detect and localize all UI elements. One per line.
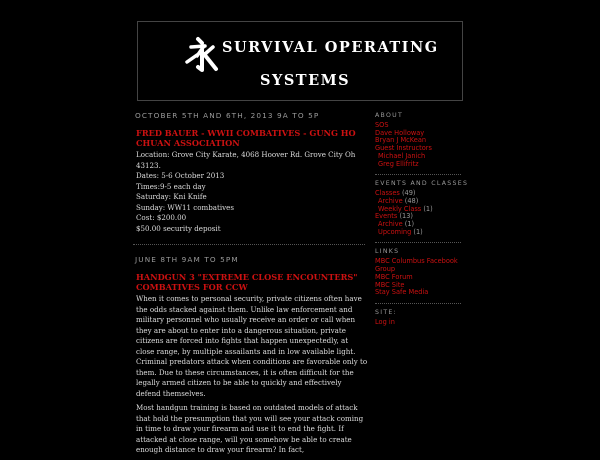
post-line: Cost: $200.00 (136, 213, 187, 222)
sidebar-divider (375, 174, 461, 175)
sidebar-link-sos[interactable]: SOS (375, 121, 389, 129)
post-line: Saturday: Kni Knife (136, 192, 207, 201)
sidebar-section-about (375, 112, 475, 168)
item-count: (1) (423, 204, 433, 213)
sidebar-divider (375, 242, 461, 243)
post (133, 111, 368, 245)
sidebar-section-links (375, 248, 475, 297)
sidebar-link-classes-archive[interactable]: Archive (378, 196, 403, 205)
post-paragraph: Most handgun training is based on outdated models of attack that hold the presumption that you will see your attack coming in time to draw your firearm and use it to end the fight. If attacked at close range, will you somehow be able to create enough distance to draw your firearm? In fact, (136, 403, 364, 454)
post-date: JUNE 8TH 9AM TO 5PM (135, 255, 239, 264)
sidebar-link-events[interactable]: Events (375, 212, 398, 221)
sidebar-link-log-in[interactable]: Log in (375, 317, 395, 326)
sidebar-link-events-archive[interactable]: Archive (378, 220, 403, 229)
item-count: (48) (404, 196, 419, 205)
item-count: (1) (413, 227, 423, 236)
post-line: Sunday: WW11 combatives (136, 202, 234, 212)
sidebar-link-mbc-forum[interactable]: MBC Forum (375, 272, 413, 281)
post-divider (133, 244, 365, 245)
post-title-link[interactable]: FRED BAUER - WWII COMBATIVES - GUNG HO CHUAN ASSOCIATION (136, 128, 356, 148)
post-line: Dates: 5-6 October 2013 (136, 171, 225, 180)
sidebar (375, 112, 475, 327)
site-header (137, 21, 463, 101)
sidebar-link-bryan-mckean[interactable]: Bryan J McKean (375, 136, 427, 145)
site-title-line-1[interactable]: SURVIVAL OPERATING (222, 39, 439, 56)
sidebar-link-mbc-facebook[interactable]: MBC Columbus Facebook (375, 257, 458, 266)
main-content (133, 111, 368, 460)
sidebar-link-mbc-site[interactable]: MBC Site (375, 280, 405, 289)
sidebar-section-events (375, 180, 475, 236)
sidebar-heading: LINKS (375, 248, 400, 256)
item-count: (1) (404, 220, 415, 229)
sidebar-link-stay-safe-media[interactable]: Stay Safe Media (375, 288, 429, 297)
sidebar-link-michael-janich[interactable]: Michael Janich (378, 151, 426, 160)
post-paragraph: When it comes to personal security, private citizens often have the odds stacked against them. Unlike law enforcement and military personnel who usually receive an order or call when they are about to enter into a dangerous situation, private citizens are forced into fights that happen unexpectedly, at close range, by multiple assailants and in low available light. Criminal predators attack when conditions are favorable only to them. Due to these circumstances, it is often difficult for the legally armed citizen to be able to quickly and effectively defend themselves. (136, 294, 368, 398)
sidebar-link-weekly-class[interactable]: Weekly Class (378, 204, 422, 213)
item-count: (13) (399, 212, 413, 221)
post-line: Location: Grove City Karate, 4068 Hoover Rd. Grove City Oh 43123. (136, 150, 356, 170)
item-count: (49) (401, 189, 416, 198)
post-line: $50.00 security deposit (136, 223, 221, 233)
sidebar-link-greg-ellifritz[interactable]: Greg Ellifritz (378, 159, 419, 168)
post-title-link[interactable]: HANDGUN 3 "EXTREME CLOSE ENCOUNTERS" COMBATIVES FOR CCW (136, 272, 358, 292)
sidebar-divider (375, 303, 461, 304)
sidebar-section-site (375, 309, 475, 327)
sidebar-link-dave-holloway[interactable]: Dave Holloway (375, 128, 425, 137)
site-title-line-2[interactable]: SYSTEMS (260, 72, 351, 89)
post-body (136, 294, 368, 456)
sidebar-heading: ABOUT (375, 112, 404, 119)
post-body (136, 150, 368, 234)
sidebar-heading: EVENTS AND CLASSES (375, 180, 469, 188)
post (133, 255, 368, 456)
sidebar-heading: SITE: (375, 308, 398, 316)
sidebar-link-guest-instructors[interactable]: Guest Instructors (375, 144, 432, 153)
post-line: Times:9-5 each day (136, 181, 206, 191)
sidebar-link-mbc-facebook-group[interactable]: Group (375, 265, 396, 274)
sidebar-link-upcoming[interactable]: Upcoming (378, 227, 412, 236)
yong-calligraphy-logo-icon (183, 36, 219, 76)
sidebar-link-classes[interactable]: Classes (375, 189, 400, 198)
post-date: OCTOBER 5TH AND 6TH, 2013 9A TO 5P (135, 111, 320, 120)
